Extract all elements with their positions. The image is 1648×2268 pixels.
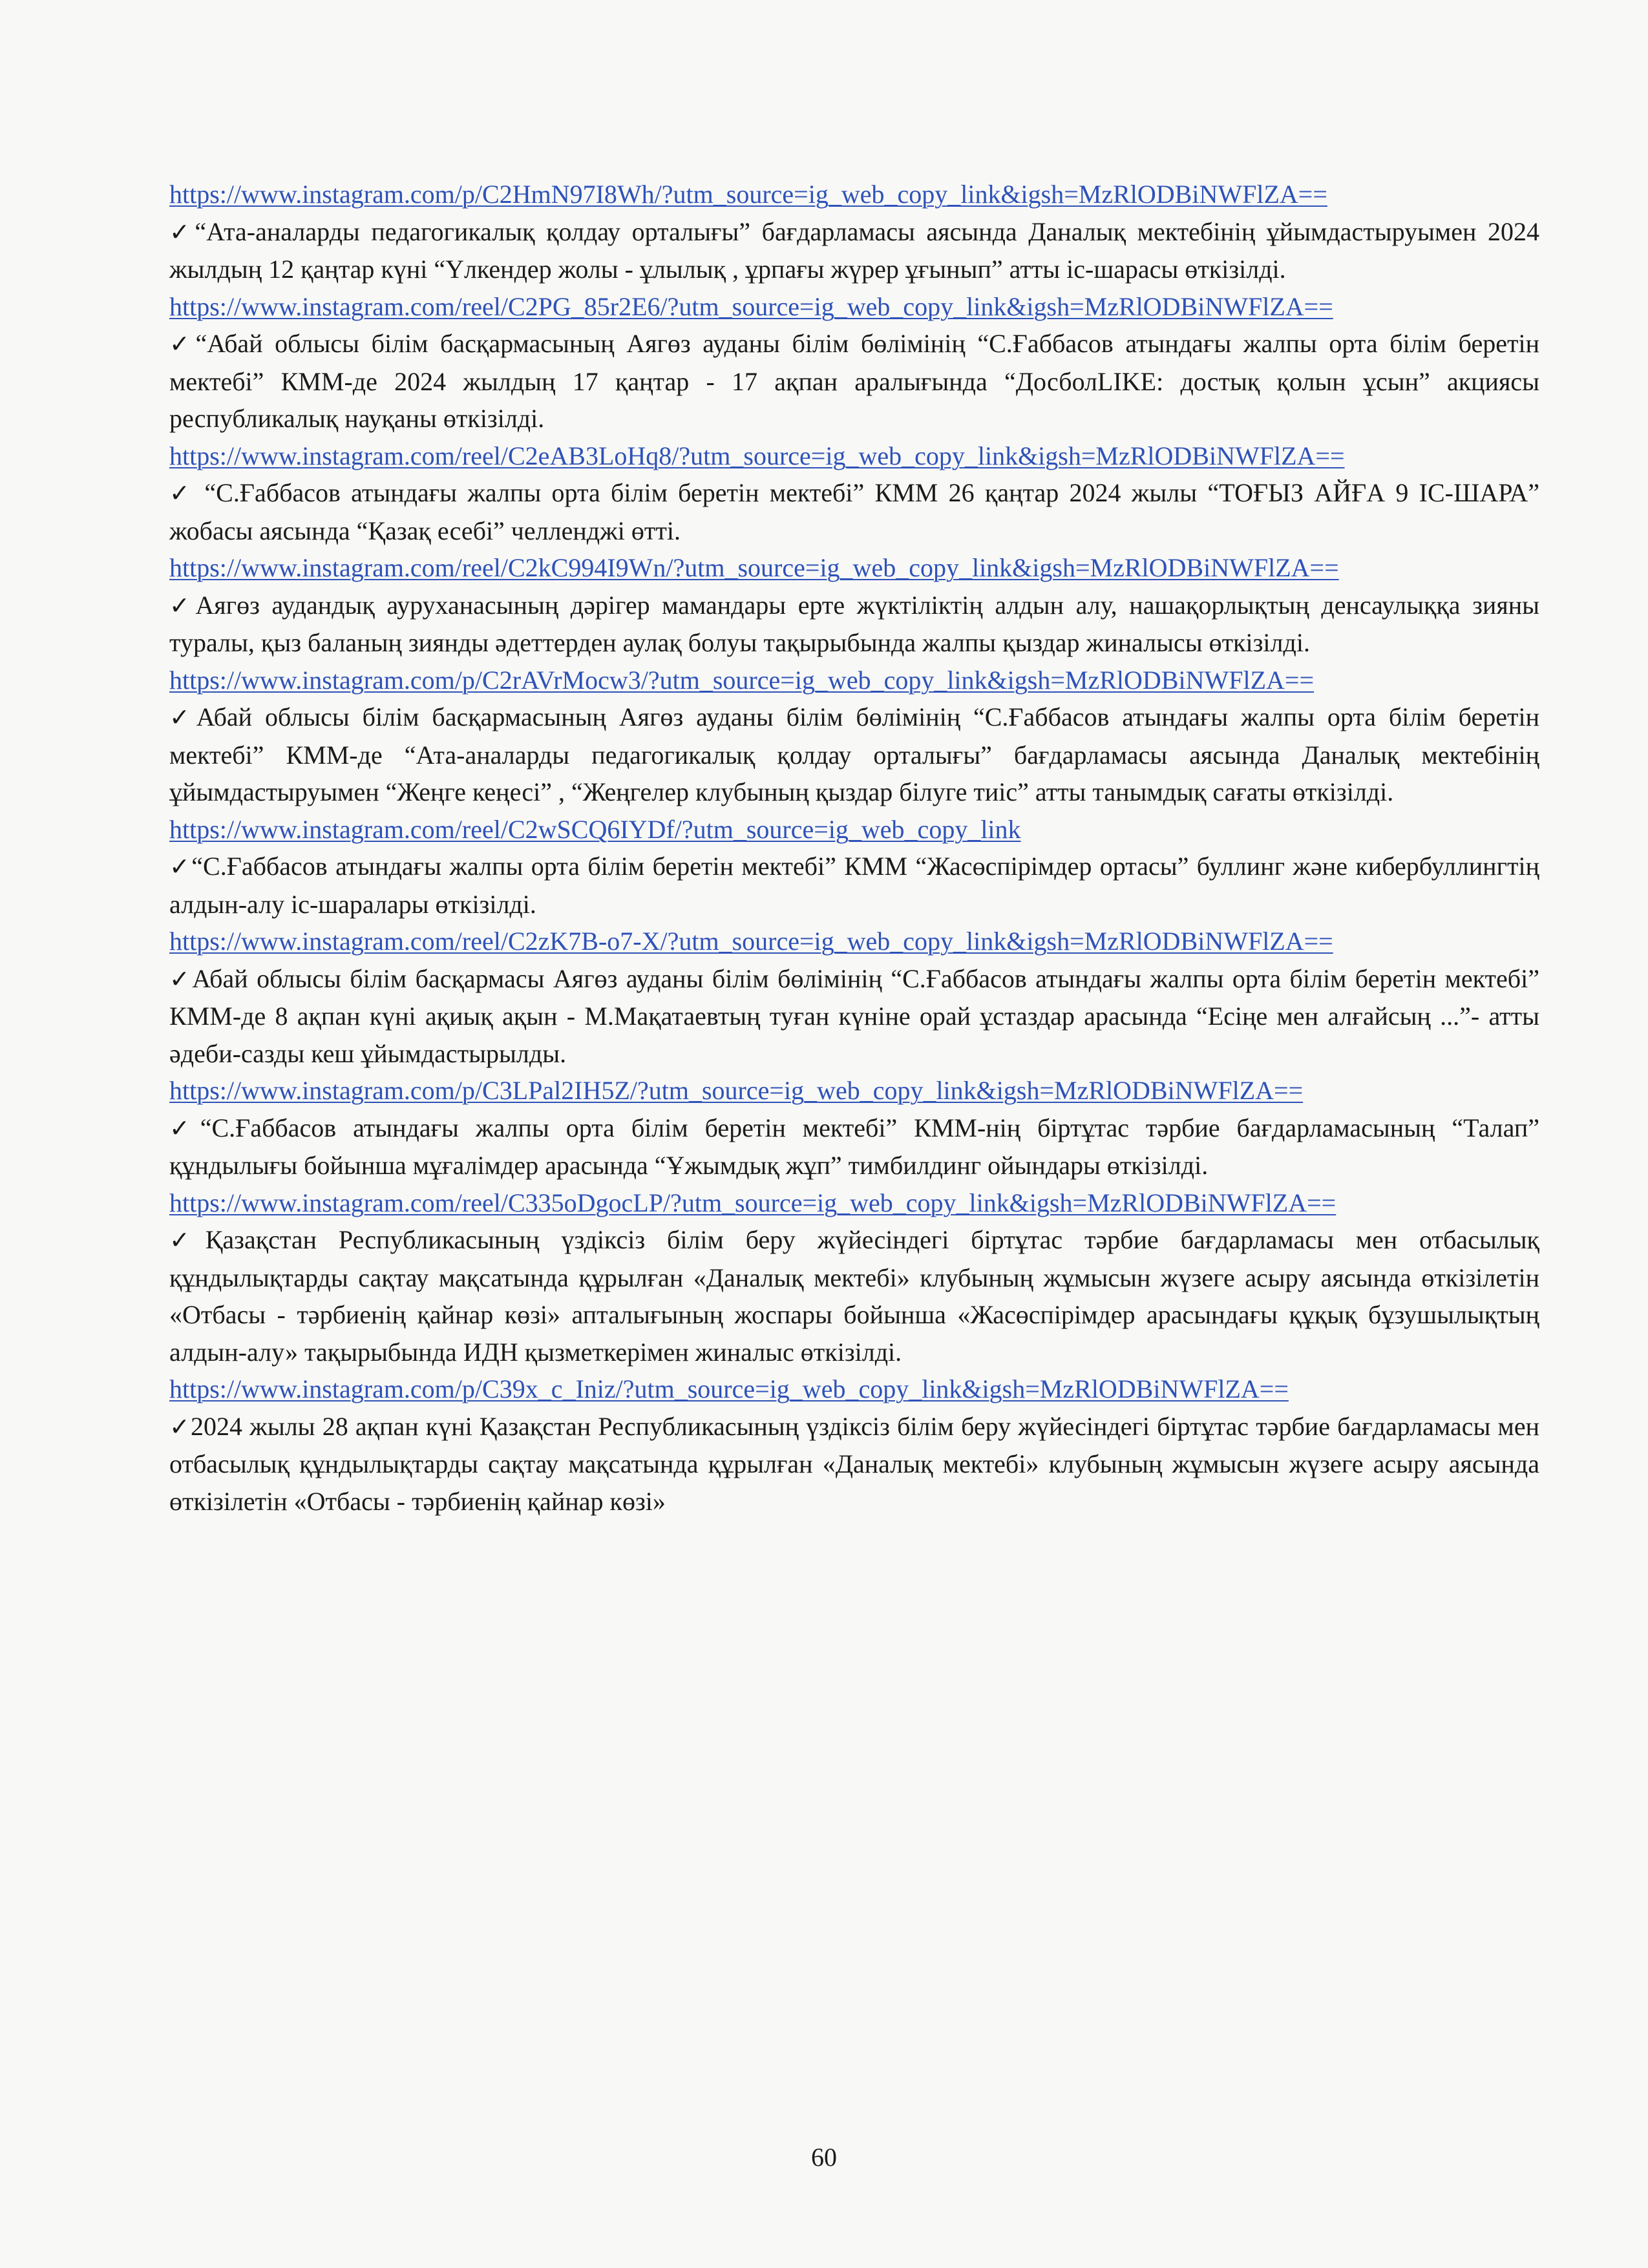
event-item (169, 474, 1539, 549)
checkmark-icon: ✓ (169, 964, 193, 993)
event-text: “С.Ғаббасов атындағы жалпы орта білім беретін мектебі” КММ “Жасөспірімдер ортасы” буллинг және кибербуллингтің алдын-алу іс-шаралары өткізілді. (169, 852, 1539, 919)
event-text: “Ата-аналарды педагогикалық қолдау орталығы” бағдарламасы аясында Даналық мектебінің ұйымдастыруымен 2024 жылдың 12 қаңтар күні “Үлкендер жолы - ұлылық , ұрпағы жүрер ұғынып” атты іс-шарасы өткізілді. (169, 216, 1540, 284)
event-item (169, 1408, 1539, 1520)
event-text: Абай облысы білім басқармасының Аягөз ауданы білім бөлімінің “С.Ғаббасов атындағы жалпы орта білім беретін мектебі” КММ-де “Ата-аналарды педагогикалық қолдау орталығы” бағдарламасы аясында Даналық мектебінің ұйымдастыруымен “Жеңге кеңесі” , “Жеңгелер клубының қыздар білуге тиіс” атты танымдық сағаты өткізілді. (169, 702, 1539, 806)
event-text: 2024 жылы 28 ақпан күні Қазақстан Республикасының үздіксіз білім беру жүйесіндегі біртұтас тәрбие бағдарламасы мен отбасылық құндылықтарды сақтау мақсатында құрылған «Даналық мектебі» клубының жұмысын жүзеге асыру аясында өткізілетін «Отбасы - тәрбиенің қайнар көзі» (169, 1411, 1539, 1516)
checkmark-icon: ✓ (169, 1226, 206, 1254)
checkmark-icon: ✓ (169, 852, 192, 881)
checkmark-icon: ✓ (169, 703, 196, 731)
instagram-link[interactable]: https://www.instagram.com/reel/C335oDgocLP/?utm_source=ig_web_copy_link&igsh=MzRlODBiNWFlZA== (169, 1188, 1336, 1217)
instagram-link[interactable]: https://www.instagram.com/p/C39x_c_Iniz/?utm_source=ig_web_copy_link&igsh=MzRlODBiNWFlZA== (169, 1374, 1289, 1403)
event-text: “С.Ғаббасов атындағы жалпы орта білім беретін мектебі” КММ-нің біртұтас тәрбие бағдарламасының “Талап” құндылығы бойынша мұғалімдер арасында “Ұжымдық жұп” тимбилдинг ойындары өткізілді. (169, 1113, 1539, 1180)
checkmark-icon: ✓ (169, 1412, 191, 1441)
event-item (169, 325, 1539, 437)
instagram-link[interactable]: https://www.instagram.com/p/C2HmN97I8Wh/?utm_source=ig_web_copy_link&igsh=MzRlODBiNWFlZA== (169, 180, 1327, 209)
instagram-link[interactable]: https://www.instagram.com/reel/C2wSCQ6IYDf/?utm_source=ig_web_copy_link (169, 814, 1021, 844)
event-item (169, 587, 1539, 662)
instagram-link[interactable]: https://www.instagram.com/p/C2rAVrMocw3/?utm_source=ig_web_copy_link&igsh=MzRlODBiNWFlZA== (169, 665, 1315, 695)
event-item (169, 848, 1539, 923)
instagram-link[interactable]: https://www.instagram.com/reel/C2zK7B-o7-X/?utm_source=ig_web_copy_link&igsh=MzRlODBiNWFlZA== (169, 927, 1333, 956)
checkmark-icon: ✓ (169, 479, 195, 507)
event-item (169, 1221, 1539, 1370)
checkmark-icon: ✓ (169, 1113, 200, 1142)
event-item (169, 1109, 1539, 1184)
event-item (169, 698, 1539, 811)
page-content (169, 176, 1539, 1520)
instagram-link[interactable]: https://www.instagram.com/reel/C2kC994I9Wn/?utm_source=ig_web_copy_link&igsh=MzRlODBiNWFlZA== (169, 553, 1339, 582)
page-number: 60 (811, 2143, 837, 2172)
checkmark-icon: ✓ (169, 217, 195, 246)
event-text: Қазақстан Республикасының үздіксіз білім беру жүйесіндегі біртұтас тәрбие бағдарламасы мен отбасылық құндылықтарды сақтау мақсатында құрылған «Даналық мектебі» клубының жұмысын жүзеге асыру аясында өткізілетін «Отбасы - тәрбиенің қайнар көзі» апталығының жоспары бойынша «Жасөспірімдер арасындағы құқық бұзушылықтың алдын-алу» тақырыбында ИДН қызметкерімен жиналыс өткізілді. (169, 1225, 1539, 1367)
event-text: “С.Ғаббасов атындағы жалпы орта білім беретін мектебі” КММ 26 қаңтар 2024 жылы “ТОҒЫЗ АЙҒА 9 ІС-ШАРА” жобасы аясында “Қазақ есебі” челленджі өтті. (169, 478, 1540, 545)
instagram-link[interactable]: https://www.instagram.com/reel/C2eAB3LoHq8/?utm_source=ig_web_copy_link&igsh=MzRlODBiNWFlZA== (169, 441, 1345, 470)
instagram-link[interactable]: https://www.instagram.com/reel/C2PG_85r2E6/?utm_source=ig_web_copy_link&igsh=MzRlODBiNWFlZA== (169, 291, 1333, 321)
event-item (169, 960, 1539, 1073)
instagram-link[interactable]: https://www.instagram.com/p/C3LPal2IH5Z/?utm_source=ig_web_copy_link&igsh=MzRlODBiNWFlZA== (169, 1076, 1304, 1105)
event-text: Абай облысы білім басқармасы Аягөз ауданы білім бөлімінің “С.Ғаббасов атындағы жалпы орта білім беретін мектебі” КММ-де 8 ақпан күні ақиық ақын - М.Мақатаевтың туған күніне орай ұстаздар арасында “Есіңе мен алғайсың ...”- атты әдеби-сазды кеш ұйымдастырылды. (169, 963, 1539, 1068)
checkmark-icon: ✓ (169, 591, 196, 620)
checkmark-icon: ✓ (169, 330, 196, 358)
event-text: Аягөз аудандық ауруханасының дәрігер мамандары ерте жүктіліктің алдын алу, нашақорлықтың денсаулыққа зияны туралы, қыз баланың зиянды әдеттерден аулақ болуы тақырыбында жалпы қыздар жиналысы өткізілді. (169, 590, 1539, 657)
event-item (169, 213, 1539, 288)
event-text: “Абай облысы білім басқармасының Аягөз ауданы білім бөлімінің “С.Ғаббасов атындағы жалпы орта білім беретін мектебі” КММ-де 2024 жылдың 17 қаңтар - 17 ақпан аралығында “ДосболLIKE: достық қолын ұсын” акциясы республикалық науқаны өткізілді. (169, 329, 1539, 433)
